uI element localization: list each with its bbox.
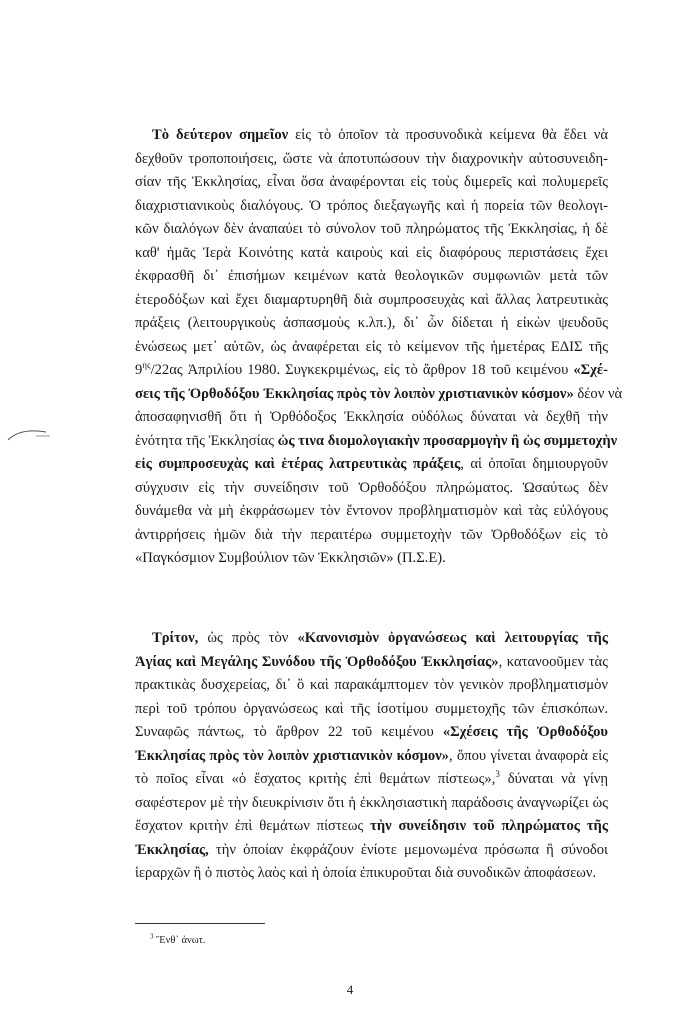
page-number: 4 [346, 982, 354, 997]
heading-third-point: Τρίτον, [152, 630, 199, 646]
paragraph-third-point: Τρίτον, ὡς πρὸς τὸν «Κανονισμὸν ὀργανώσεως καὶ λειτουργίας τῆς Ἁγίας καὶ Μεγάλης Συνόδου τῆς Ὀρθοδόξου Ἐκκλησίας», κατανοοῦμεν τὰς πρακτικὰς δυσχερείας, δι᾿ ὃ καὶ παρακάμπτομεν τὸν γενικὸν προβληματισμὸν περὶ τοῦ τρόπου ὀργανώσεως καὶ τῆς ἰσοτίμου συμμετοχῆς τῶν ἐπισκόπων. Συναφῶς πάντως, τὸ ἄρθρον 22 τοῦ κειμένου «Σχέσεις τῆς Ὀρθοδόξου Ἐκκλησίας πρὸς τὸν λοιπὸν χριστιανικὸν κόσμον», ὅπου γίνεται ἀναφορὰ εἰς τὸ ποῖος εἶναι «ὁ ἔσχατος κριτὴς ἐπὶ θεμάτων πίστεως»,$^3$ δύναται νὰ γίνῃ σαφέστερον μὲ τὴν διευκρίνισιν ὅτι ἡ ἐκκλησιαστικὴ παράδοσις ἀναγνωρίζει ὡς ἔσχατον κριτὴν ἐπὶ θεμάτων πίστεως τὴν συνείδησιν τοῦ πληρώματος τῆς Ἐκκλησίας, τὴν ὁποίαν ἐκφράζουν ἐνίοτε μεμονωμένα πρόσωπα ἢ σύνοδοι ἱεραρχῶν ἢ ὁ πιστὸς λαὸς καὶ ἡ ὁποία ἐπικυροῦται διὰ συνοδικῶν ἀποφάσεων. [135, 630, 609, 881]
quoted-title-relations: σεις τῆς Ὀρθοδόξου Ἐκκλησίας πρὸς τὸν λοιπὸν χριστιανικὸν κόσμον» [135, 385, 574, 402]
footnote-divider [135, 923, 265, 924]
footnote: $^3$ Ἔνθ᾿ ἀνωτ. [150, 932, 206, 946]
margin-pencil-mark [6, 426, 52, 444]
footnote-reference: 3 [495, 769, 500, 780]
heading-second-point: Τὸ δεύτερον σημεῖον [152, 127, 289, 143]
paragraph-second-point: Τὸ δεύτερον σημεῖον εἰς τὸ ὁποῖον τὰ προσυνοδικὰ κείμενα θὰ ἔδει νὰ δεχθοῦν τροποποιήσεις, ὥστε νὰ ἀποτυπώσουν τὴν διαχρονικὴν αὐτοσυνειδη- σίαν τῆς Ἐκκλησίας, εἶναι ὅσα ἀναφέρονται εἰς τοὺς διμερεῖς καὶ πολυμερεῖς διαχριστιανικοὺς διαλόγους. Ὁ τρόπος διεξαγωγῆς καὶ ἡ πορεία τῶν θεολογι- κῶν διαλόγων δὲν ἀναπαύει τὸ σύνολον τοῦ πληρώματος τῆς Ἐκκλησίας, ἡ δὲ καθ' ἡμᾶς Ἱερὰ Κοινότης κατὰ καιροὺς καὶ εἰς διαφόρους περιστάσεις ἔχει ἐκφρασθῆ δι᾿ ἐπισήμων κειμένων κατὰ θεολογικῶν συμφωνιῶν μετὰ τῶν ἑτεροδόξων καὶ ἔχει διαμαρτυρηθῆ διὰ συμπροσευχὰς καὶ ἄλλας λατρευτικὰς πράξεις (λειτουργικοὺς ἀσπασμοὺς κ.λπ.), δι᾿ ὧν δίδεται ἡ εἰκὼν ψευδοῦς ἑνώσεως μετ᾿ αὐτῶν, ὡς ἀναφέρεται εἰς τὸ κείμενον τῆς ἡμετέρας ΕΔΙΣ τῆς $9^{\eta\varsigma}/22\alpha\varsigma$ Ἀπριλίου 1980. Συγκεκριμένως, εἰς τὸ ἄρθρον 18 τοῦ κειμένου «Σχέ- σεις τῆς Ὀρθοδόξου Ἐκκλησίας πρὸς τὸν λοιπὸν χριστιανικὸν κόσμον» δέον νὰ ἀποσαφηνισθῆ ὅτι ἡ Ὀρθόδοξος Ἐκκλησία οὐδόλως δύναται νὰ δεχθῆ τὴν ἑνότητα τῆς Ἐκκλησίας ὡς τινα διομολογιακὴν προσαρμογὴν ἢ ὡς συμμετοχὴν εἰς συμπροσευχὰς καὶ ἑτέρας λατρευτικὰς πράξεις, αἱ ὁποῖαι δημιουργοῦν σύγχυσιν εἰς τὴν συνείδησιν τοῦ Ὀρθοδόξου πληρώματος. Ὡσαύτως δὲν δυνάμεθα νὰ μὴ ἐκφράσωμεν τὸν ἔντονον προβληματισμὸν καὶ τὰς εὐλόγους ἀντιρρήσεις ἡμῶν διὰ τὴν περαιτέρω συμμετοχὴν τῶν Ὀρθοδόξων εἰς τὸ «Παγκόσμιον Συμβούλιον τῶν Ἐκκλησιῶν» (Π.Σ.Ε). [135, 127, 623, 566]
